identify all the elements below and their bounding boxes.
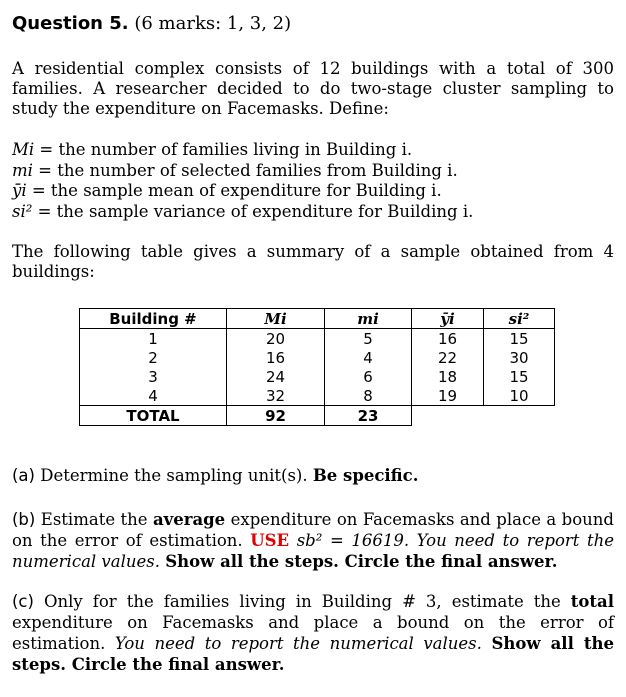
blank-cell [484, 406, 555, 426]
part-c-bold-steps: Show all the steps. Circle the final answer. [12, 634, 614, 674]
table-cell: 1 [80, 329, 227, 349]
table-cell: 2 [80, 348, 227, 367]
definition-text: = the number of families living in Building i. [34, 140, 413, 159]
table-cell: 19 [412, 386, 484, 406]
question-number: Question 5. [12, 13, 129, 34]
table-cell: 3 [80, 367, 227, 386]
table-header-row [80, 309, 555, 329]
definition-symbol: si² [12, 201, 33, 221]
header-mi: mi [325, 309, 412, 329]
part-a-text: Determine the sampling unit(s). [35, 466, 313, 485]
intro-paragraph: A residential complex consists of 12 buildings with a total of 300 families. A researcher decided to do two-stage cluster sampling to study the expenditure on Facemasks. Define: [12, 59, 614, 118]
table-cell: 32 [227, 386, 325, 406]
part-b-label: (b) [12, 510, 36, 529]
table-cell: 16 [412, 329, 484, 349]
definition-item [12, 161, 473, 182]
definition-symbol: Mi [12, 140, 35, 159]
header-ybar: ȳi [412, 309, 484, 329]
table-cell: 4 [80, 386, 227, 406]
header-Mi: Mi [227, 309, 325, 329]
table-cell: 16 [227, 348, 325, 367]
definition-text: = the sample variance of expenditure for Building i. [32, 201, 474, 221]
definition-text: = the sample mean of expenditure for Building i. [26, 181, 442, 200]
part-c-italic: You need to report the numerical values. [114, 634, 492, 653]
table-cell: 30 [484, 348, 555, 367]
table-row [80, 386, 555, 406]
part-b-text-1: Estimate the [35, 510, 153, 529]
part-b-bold-average: average [152, 510, 226, 529]
table-row [80, 367, 555, 386]
table-cell: 22 [412, 348, 484, 367]
definition-text: = the number of selected families from Building i. [32, 160, 458, 180]
blank-cell [412, 406, 484, 426]
table-cell: 6 [325, 367, 412, 386]
part-b-bold-steps: Show all the steps. Circle the final answer. [165, 552, 558, 571]
part-a [12, 465, 614, 486]
header-building: Building # [80, 309, 227, 329]
question-marks: (6 marks: 1, 3, 2) [134, 13, 292, 34]
definition-item [12, 181, 473, 202]
part-b-use: USE [250, 531, 290, 550]
table-cell: 15 [484, 329, 555, 349]
definition-item [12, 202, 473, 223]
part-c [12, 591, 614, 675]
total-mi: 23 [325, 406, 412, 426]
part-b [12, 509, 614, 572]
table-cell: 8 [325, 386, 412, 406]
definition-item [12, 140, 473, 161]
summary-paragraph: The following table gives a summary of a sample obtained from 4 buildings: [12, 242, 614, 281]
definitions-list [12, 140, 473, 222]
part-c-label: (c) [12, 592, 34, 611]
part-b-italic: You need to report the numerical values. [12, 531, 614, 571]
part-a-label: (a) [12, 466, 35, 485]
summary-table [79, 308, 555, 426]
table-total-row [80, 406, 555, 426]
table-row [80, 348, 555, 367]
table-cell: 5 [325, 329, 412, 349]
part-c-text-2: expenditure on Facemasks and place a bound on the error of estimation. [12, 613, 614, 653]
table-cell: 18 [412, 367, 484, 386]
part-b-formula: sb² = 16619. [296, 531, 410, 550]
table-row [80, 329, 555, 349]
table-cell: 20 [227, 329, 325, 349]
part-c-text-1: Only for the families living in Building # 3, estimate the [33, 592, 571, 611]
definition-symbol: mi [12, 160, 33, 180]
part-c-bold-total: total [570, 592, 614, 611]
part-a-bold: Be specific. [312, 466, 419, 485]
total-label: TOTAL [80, 406, 227, 426]
question-title [12, 13, 291, 34]
definition-symbol: ȳi [12, 181, 27, 200]
part-b-text-2: expenditure on Facemasks and place a bound on the error of estimation. [12, 510, 614, 550]
table-cell: 10 [484, 386, 555, 406]
table-cell: 4 [325, 348, 412, 367]
table-cell: 15 [484, 367, 555, 386]
header-s2: si² [484, 309, 555, 329]
total-Mi: 92 [227, 406, 325, 426]
table-cell: 24 [227, 367, 325, 386]
